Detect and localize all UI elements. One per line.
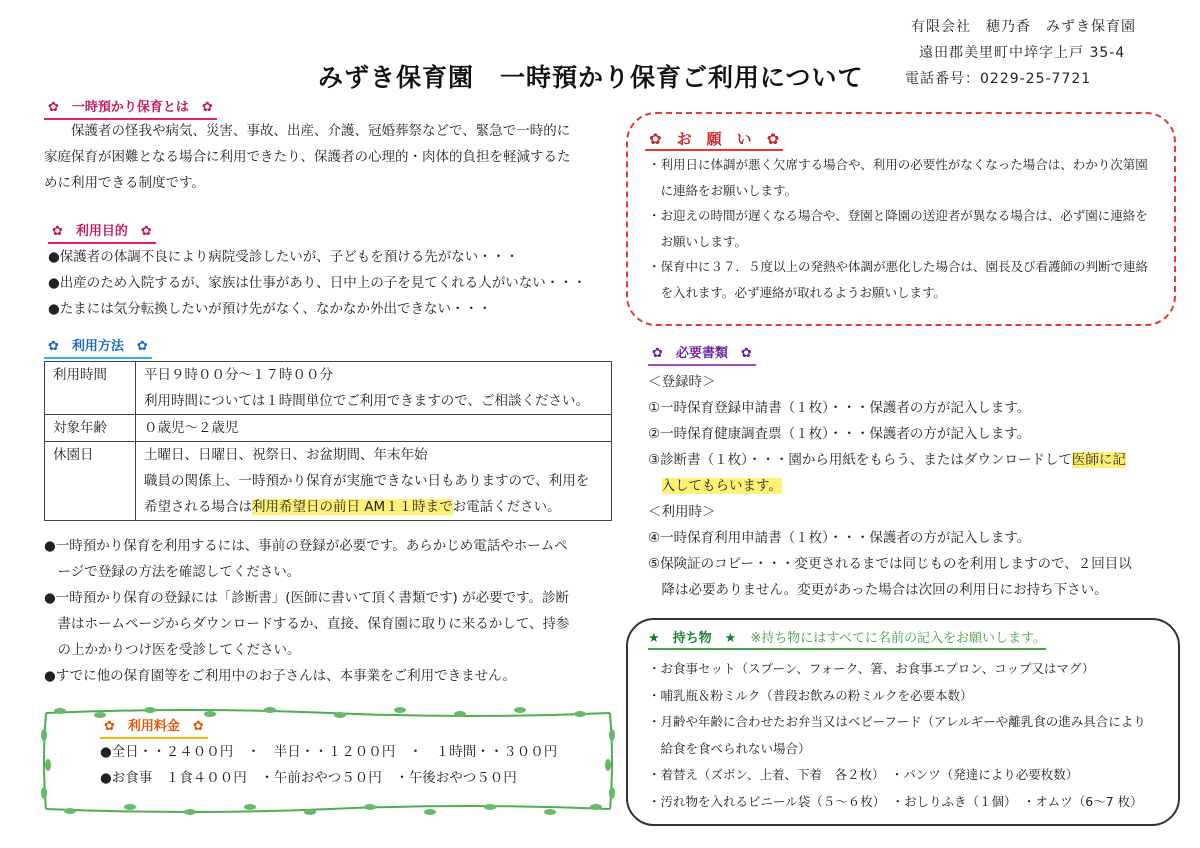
request-line: ・利用日に体調が悪く欠席する場合や、利用の必要性がなくなった場合は、わかり次第園: [648, 157, 1148, 172]
doc-item: ①一時保育登録申請書（１枚）・・・保護者の方が記入します。: [648, 400, 1031, 416]
table-cell: [136, 442, 612, 521]
table-row: [45, 415, 612, 442]
item-line: ・月齢や年齢に合わせたお弁当又はベビーフード（アレルギーや離乳食の進み具合により: [648, 714, 1146, 729]
request-line: お願いします。: [648, 233, 748, 249]
cell-line: 土曜日、日曜日、祝祭日、お盆期間、年末年始: [144, 447, 428, 463]
cell-text: 希望される場合は: [144, 499, 252, 515]
items-note: ※持ち物にはすべてに名前の記入をお願いします。: [750, 631, 1046, 646]
fee-heading: ✿ 利用料金 ✿: [100, 718, 208, 739]
request-line: を入れます。必ず連絡が取れるようお願いします。: [648, 284, 947, 300]
items-list: [648, 656, 1146, 815]
note-line: ージで登録の方法を確認してください。: [44, 564, 301, 580]
request-line: ・保育中に３７．５度以上の発熱や体調が悪化した場合は、園長及び看護師の判断で連絡: [648, 259, 1149, 274]
about-section: [44, 118, 571, 196]
request-list: [648, 152, 1148, 305]
doc-item: ④一時保育利用申請書（１枚）・・・保護者の方が記入します。: [648, 530, 1031, 546]
request-line: ・お迎えの時間が遅くなる場合や、登園と降園の送迎者が異なる場合は、必ず園に連絡を: [648, 208, 1148, 223]
company-address: 遠田郡美里町中埣字上戸 35-4: [919, 45, 1126, 61]
company-info: [905, 14, 1136, 92]
item-line: ・汚れ物を入れるビニール袋（５～６枚） ・おしりふき（１個） ・オムツ（6～7 枚）: [648, 793, 1143, 809]
purpose-item: ●出産のため入院するが、家族は仕事があり、日中上の子を見てくれる人がいない・・・: [48, 275, 587, 291]
note-line: の上かかりつけ医を受診してください。: [44, 642, 301, 658]
highlight-text: 利用希望日の前日 AM１１時まで: [252, 499, 453, 515]
documents-heading: ✿ 必要書類 ✿: [648, 345, 756, 366]
cell-line: [144, 494, 603, 520]
fee-line: ●お食事 １食４００円 ・午前おやつ５０円 ・午後おやつ５０円: [100, 770, 517, 786]
note-line: ●すでに他の保育園等をご利用中のお子さんは、本事業をご利用できません。: [44, 668, 516, 684]
cell-line: 職員の関係上、一時預かり保育が実施できない日もありますので、利用を: [144, 473, 590, 489]
about-line: めに利用できる制度です。: [44, 175, 205, 191]
doc-item: ②一時保育健康調査票（１枚）・・・保護者の方が記入します。: [648, 426, 1031, 442]
request-heading: ✿ お 願 い ✿: [645, 130, 783, 151]
item-line: ・着替え（ズボン、上着、下着 各２枚） ・パンツ（発達により必要枚数）: [648, 767, 1079, 782]
about-line: 家庭保育が困難となる場合に利用できたり、保護者の心理的・肉体的負担を軽減するた: [44, 149, 571, 165]
table-row: [45, 442, 612, 521]
usage-table: [44, 361, 612, 521]
fee-box: [40, 705, 615, 817]
page-title: みずき保育園 一時預かり保育ご利用について: [318, 63, 864, 92]
purpose-item: ●たまには気分転換したいが預け先がなく、なかなか外出できない・・・: [48, 301, 492, 317]
doc-text: ③診断書（１枚）・・・園から用紙をもらう、またはダウンロードして: [648, 452, 1072, 468]
highlight-text: 医師に記: [1071, 452, 1126, 468]
doc-item: [648, 473, 1132, 499]
about-heading: ✿ 一時預かり保育とは ✿: [44, 99, 217, 120]
cell-line: ０歳児～２歳児: [144, 420, 239, 436]
table-label: 利用時間: [45, 362, 136, 415]
doc-item: [648, 447, 1132, 473]
items-heading: ★ 持ち物 ★: [648, 631, 737, 646]
table-label: 対象年齢: [45, 415, 136, 442]
purpose-heading: ✿ 利用目的 ✿: [48, 223, 156, 244]
item-line: ・哺乳瓶＆粉ミルク（普段お飲みの粉ミルクを必要本数）: [648, 687, 973, 703]
item-line: 給食を食べられない場合）: [648, 740, 811, 756]
notes-list: [44, 533, 570, 689]
cell-text: お電話ください。: [452, 499, 561, 515]
doc-label: ＜登録時＞: [648, 374, 716, 390]
fee-line: ●全日・・２４００円 ・ 半日・・１２００円 ・ １時間・・３００円: [100, 744, 558, 760]
highlight-text: 入してもらいます。: [661, 478, 782, 494]
items-heading-row: [648, 630, 1046, 650]
purpose-item: ●保護者の体調不良により病院受診したいが、子どもを預ける先がない・・・: [48, 249, 519, 265]
cell-line: 利用時間については１時間単位でご利用できますので、ご相談ください。: [144, 393, 589, 409]
note-line: 書はホームページからダウンロードするか、直接、保育園に取りに来るかして、持参: [44, 616, 570, 632]
purpose-list: [48, 244, 586, 322]
doc-label: ＜利用時＞: [648, 504, 716, 520]
item-line: ・お食事セット（スプーン、フォーク、箸、お食事エプロン、コップ又はマグ）: [648, 661, 1095, 676]
doc-item: ⑤保険証のコピー・・・変更されるまでは同じものを利用しますので、２回目以: [648, 556, 1132, 572]
note-line: ●一時預かり保育を利用するには、事前の登録が必要です。あらかじめ電話やホームペ: [44, 538, 568, 554]
request-line: に連絡をお願いします。: [648, 182, 798, 198]
doc-item: 降は必要ありません。変更があった場合は次回の利用日にお持ち下さい。: [648, 582, 1108, 598]
cell-line: 平日９時００分～１７時００分: [144, 367, 333, 383]
company-phone: 電話番号：0229-25-7721: [905, 71, 1092, 87]
method-heading: ✿ 利用方法 ✿: [44, 338, 152, 359]
about-line: 保護者の怪我や病気、災害、事故、出産、介護、冠婚葬祭などで、緊急で一時的に: [44, 123, 571, 139]
documents-list: [648, 369, 1132, 603]
table-cell: [136, 362, 612, 415]
table-row: [45, 362, 612, 415]
company-name: 有限会社 穂乃香 みずき保育園: [911, 19, 1136, 35]
note-line: ●一時預かり保育の登録には「診断書」(医師に書いて頂く書類です) が必要です。診断: [44, 590, 570, 606]
table-cell: [136, 415, 612, 442]
table-label: 休園日: [45, 442, 136, 521]
